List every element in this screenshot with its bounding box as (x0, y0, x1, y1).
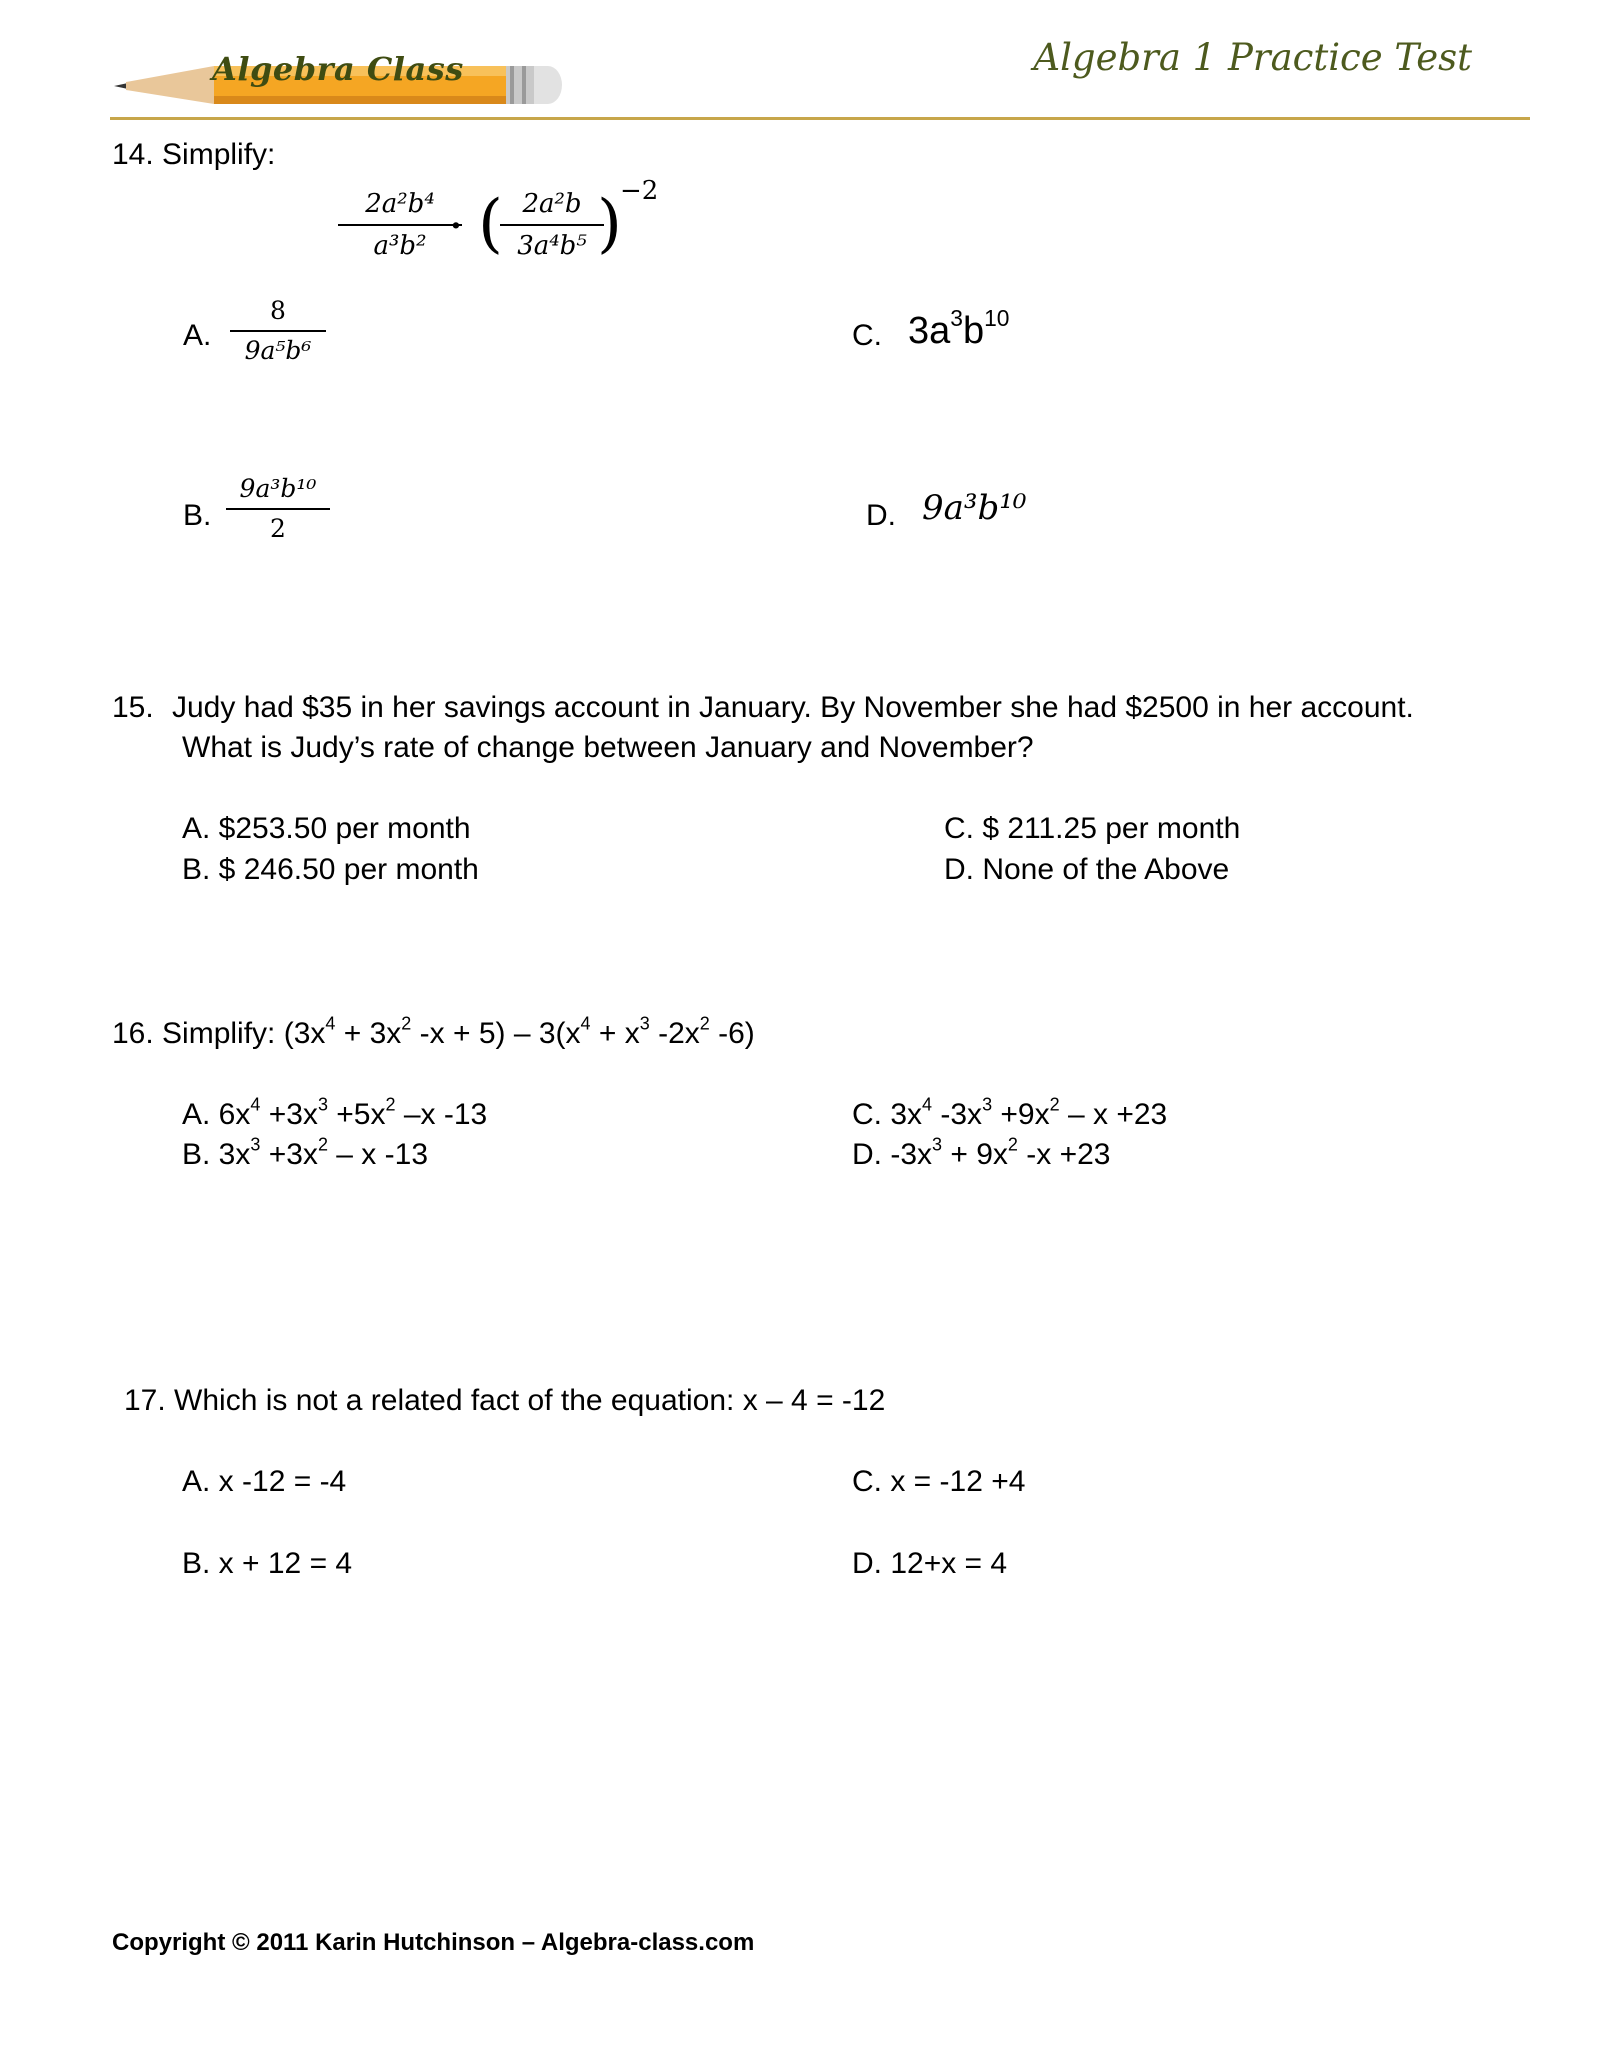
q16-option-a: A. $6x^4 +3x^3 +5x^2$ –x -13 (182, 1094, 488, 1131)
q14-f1-denominator: a³b² (373, 231, 427, 261)
fraction-bar (226, 508, 330, 510)
q17-option-a: A. x -12 = -4 (182, 1465, 347, 1498)
fraction-bar (500, 224, 604, 226)
q14-b-numerator: 9a³b¹⁰ (239, 474, 317, 503)
q14-exponent: −2 (620, 176, 659, 206)
q14-option-a-label: A. (183, 319, 212, 352)
q14-dot: · (450, 206, 462, 246)
q14-left-paren: ( (478, 187, 503, 261)
q14-a-numerator: 8 (270, 296, 286, 325)
q16-option-c: C. $3x^4$ $-3x^3 +9x^2 - x +23$ (852, 1094, 1168, 1131)
q14-b-denominator: 2 (270, 514, 286, 543)
q15-line-1: Judy had $35 in her savings account in January. By November she had $2500 in her account. (172, 691, 1414, 724)
q14-option-b-label: B. (183, 499, 212, 532)
fraction-bar (230, 330, 326, 332)
q14-option-a-value (230, 296, 326, 366)
footer-copyright: Copyright © 2011 Karin Hutchinson – Algebra-class.com (112, 1929, 755, 1956)
q14-option-b-value (226, 474, 330, 544)
q15-option-c: C. $ 211.25 per month (944, 812, 1241, 845)
header-divider (110, 117, 1530, 120)
q15-option-b: B. $ 246.50 per month (182, 853, 479, 886)
q15-line-2: What is Judy’s rate of change between January and November? (182, 731, 1034, 764)
q14-option-d-label: D. (866, 499, 896, 532)
q16-label: 16. Simplify: ($3x^4 + 3x^2$ $-x + 5) - 3(x^4 + x^3$ $-2x^2$ -6) (112, 1013, 755, 1050)
q17-label: 17. Which is not a related fact of the equation: x – 4 = -12 (124, 1384, 886, 1417)
q14-fraction-1 (338, 188, 462, 262)
page-title: Algebra 1 Practice Test (1033, 36, 1472, 79)
q14-option-c-value: $3a^3b^{10}$ (908, 304, 1010, 352)
q17-option-b: B. x + 12 = 4 (182, 1547, 353, 1580)
q14-f1-numerator: 2a²b⁴ (365, 189, 435, 219)
q15-number: 15. (112, 691, 154, 724)
logo-text: Algebra Class (212, 50, 464, 88)
q17-option-c: C. x = -12 +4 (852, 1465, 1026, 1498)
q14-fraction-2 (500, 188, 604, 262)
q14-a-denominator: 9a⁵b⁶ (244, 336, 312, 365)
q14-f2-numerator: 2a²b (522, 189, 582, 219)
q14-right-paren: ) (597, 187, 622, 261)
q15-option-a: A. $253.50 per month (182, 812, 471, 845)
q16-option-b: B. $3x^3 +3x^2 - x$ -13 (182, 1134, 429, 1171)
q14-option-d-value: 9a³b¹⁰ (922, 488, 1027, 528)
q16-option-d: D. $-3x^3 + 9x^2$ -x +23 (852, 1134, 1111, 1171)
q14-option-c-label: C. (852, 319, 882, 352)
q14-f2-denominator: 3a⁴b⁵ (517, 231, 587, 261)
q14-label: 14. Simplify: (112, 138, 276, 171)
q15-option-d: D. None of the Above (944, 853, 1230, 886)
fraction-bar (338, 224, 462, 226)
q17-option-d: D. 12+x = 4 (852, 1547, 1008, 1580)
